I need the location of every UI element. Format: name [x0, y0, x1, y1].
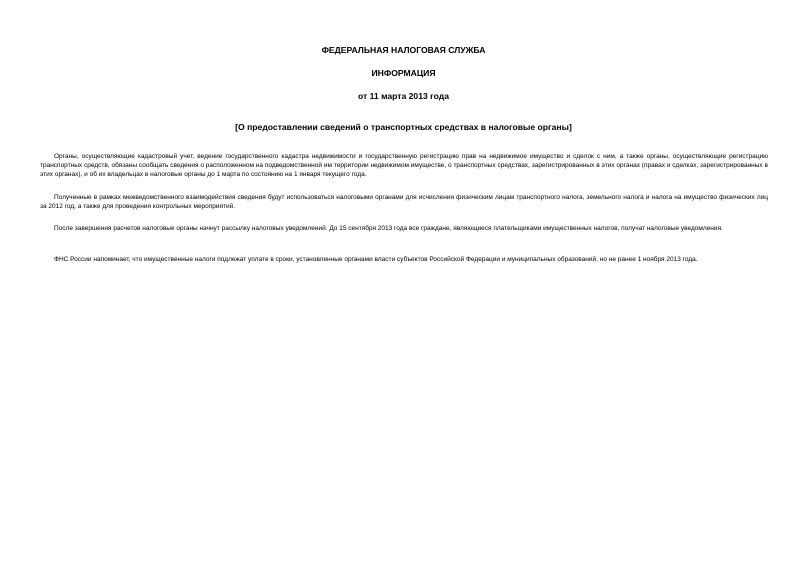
document-type: ИНФОРМАЦИЯ: [371, 68, 436, 78]
paragraph: ФНС России напоминает, что имущественные налоги подлежат уплате в сроки, установленные органами власти субъектов Российской Федерации и муниципальных образований, но не ранее 1 ноября 2013 года.: [54, 256, 698, 263]
document-title: [О предоставлении сведений о транспортных средствах в налоговые органы]: [235, 122, 572, 132]
paragraph: После завершения расчетов налоговые органы начнут рассылку налоговых уведомлений. До 15 сентября 2013 года все граждане, являющиеся плательщиками имущественных налогов, получат налоговые уведомления.: [54, 225, 723, 232]
document-date: от 11 марта 2013 года: [358, 91, 449, 101]
agency-name: ФЕДЕРАЛЬНАЯ НАЛОГОВАЯ СЛУЖБА: [321, 45, 486, 55]
paragraph: Полученные в рамках межведомственного взаимодействия сведения будут использоваться налоговыми органами для исчисления физическим лицам транспортного налога, земельного налога и налога на имущество физических лиц за 2012 год, а также для проведения контрольных мероприятий.: [40, 194, 768, 211]
paragraph: Органы, осуществляющие кадастровый учет, ведение государственного кадастра недвижимости и государственную регистрацию прав на недвижимое имущество и сделок с ним, а также органы, осуществляющие регистрацию транспортных средств, обязаны сообщать сведения о расположенном на подведомственной им территории недвижимом имуществе, о транспортных средствах, зарегистрированных в этих органах (правах и сделках, зарегистрированных в этих органах), и об их владельцах в налоговые органы до 1 марта по состоянию на 1 января текущего года.: [40, 153, 768, 179]
